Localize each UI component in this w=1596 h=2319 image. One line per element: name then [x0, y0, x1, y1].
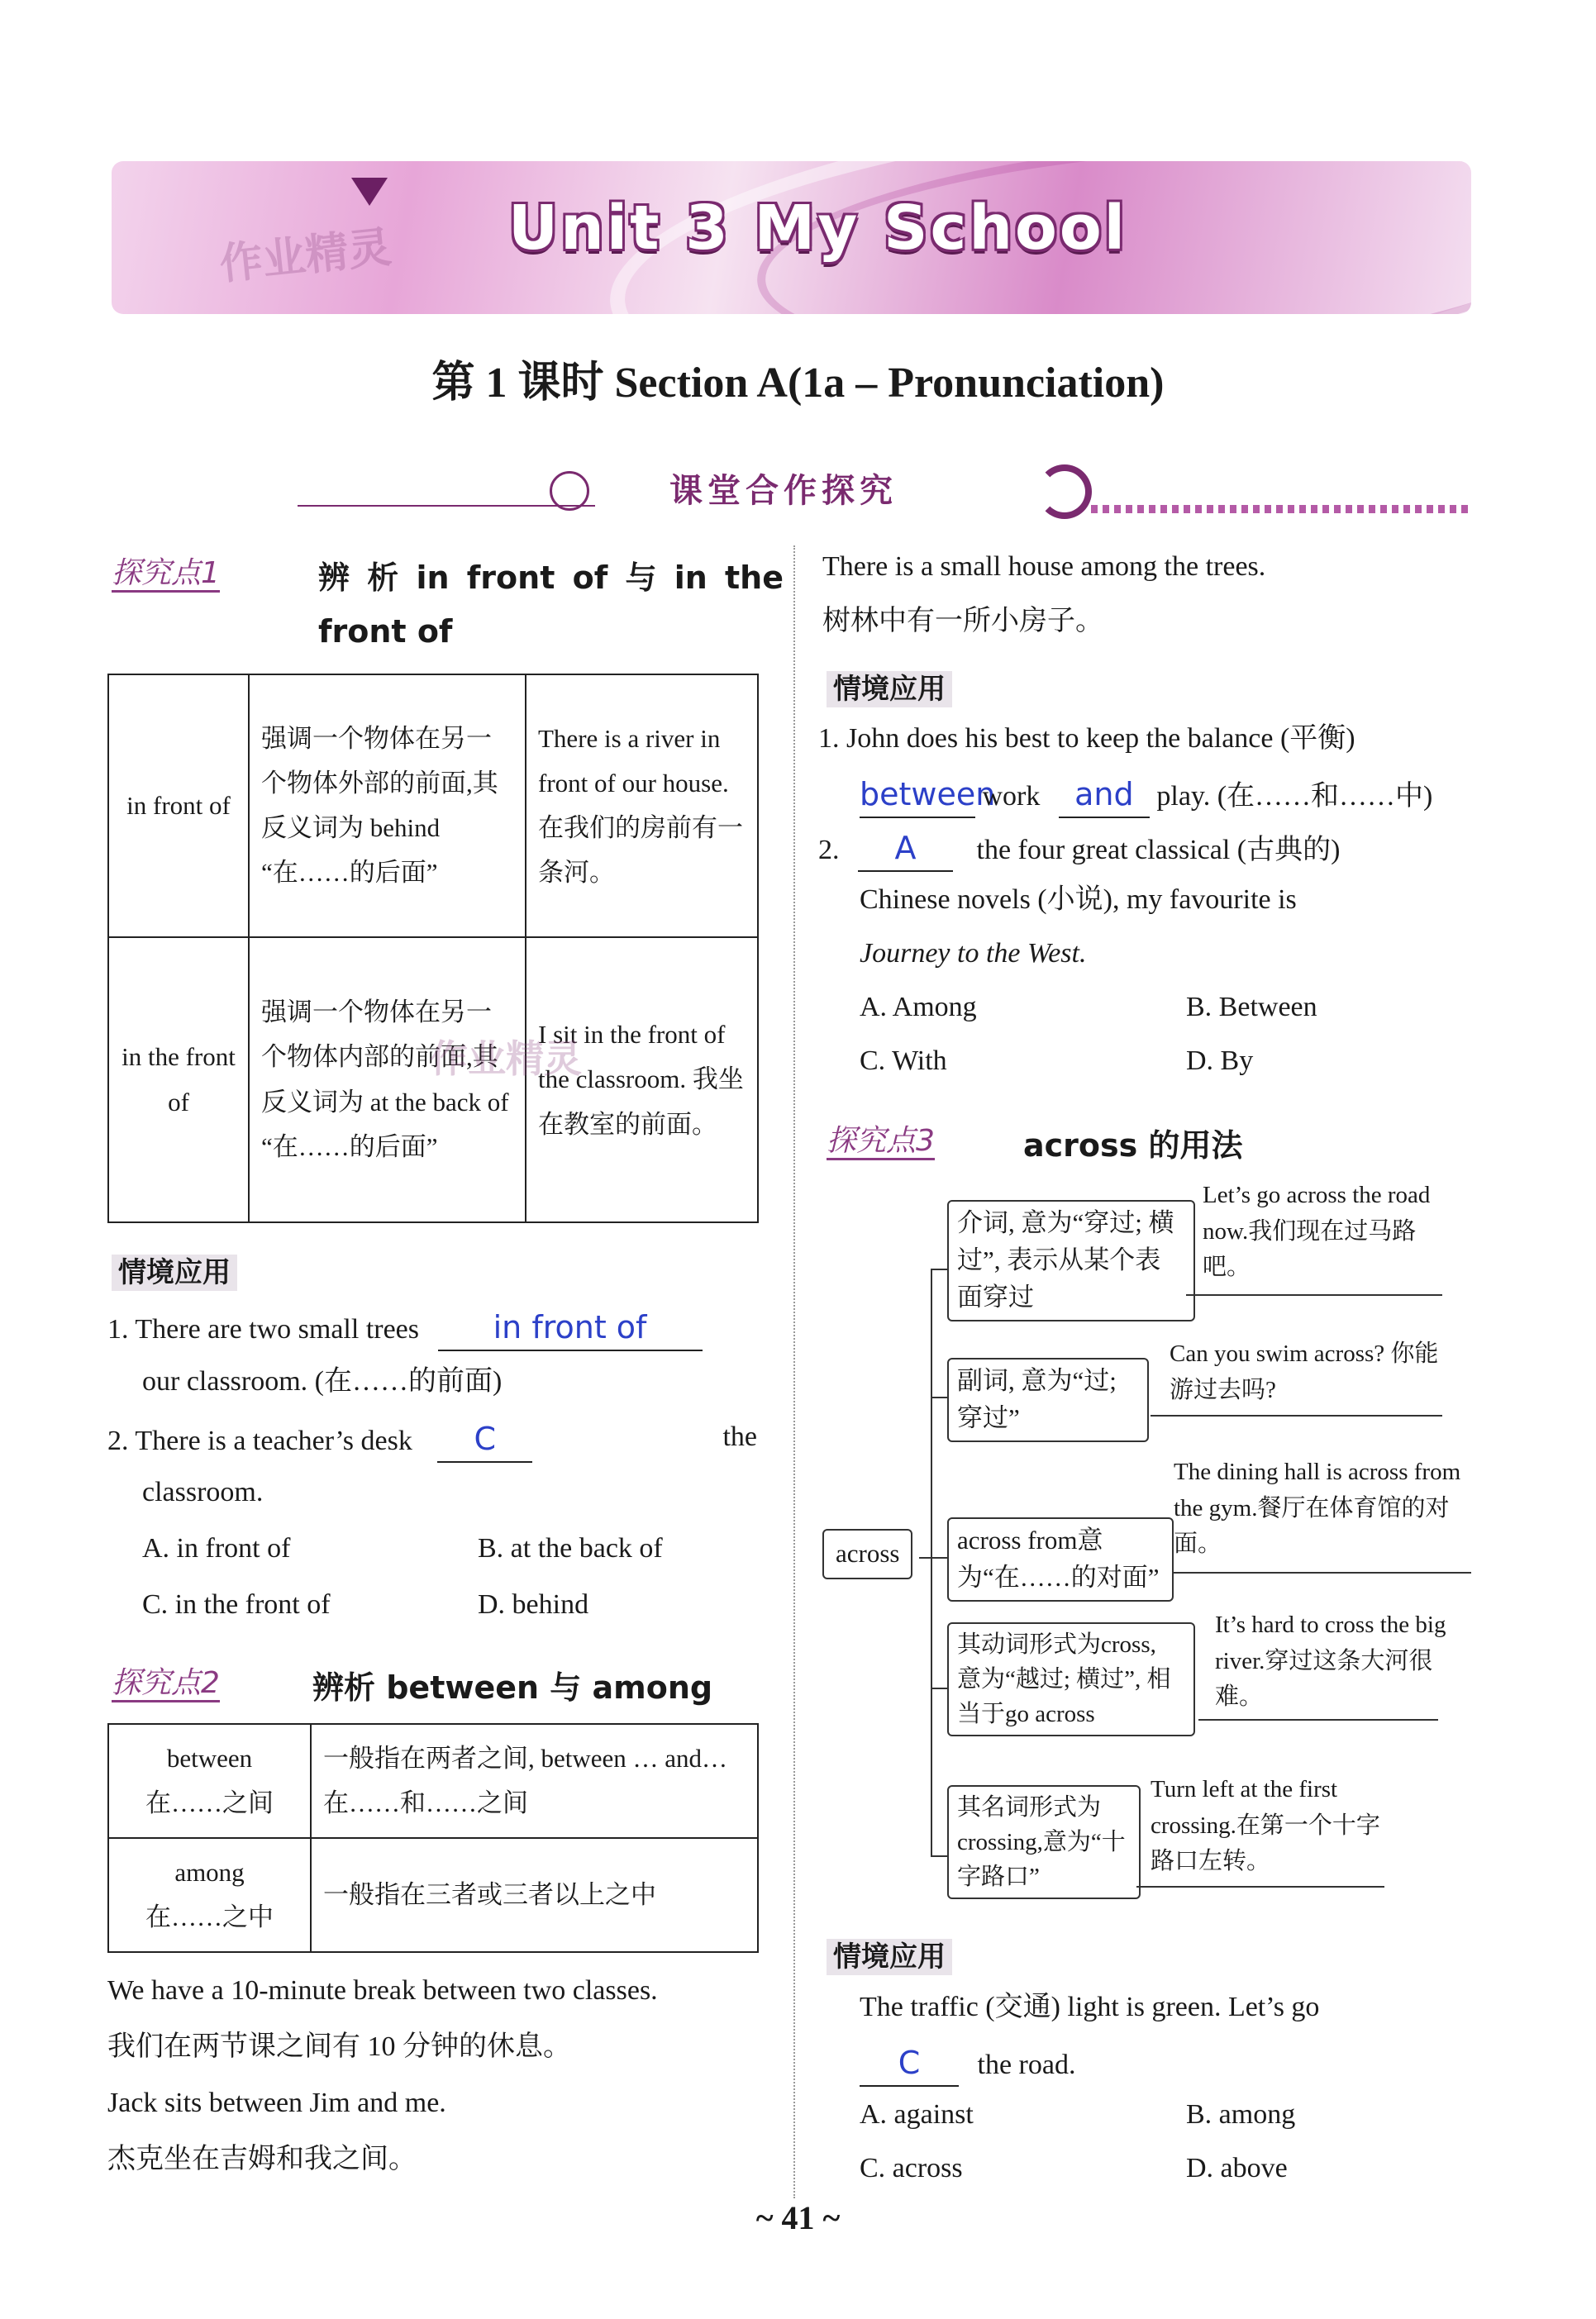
p3-opt-c[interactable]: C. across: [860, 2153, 963, 2183]
table-row: [108, 674, 758, 937]
p3-opt-d[interactable]: D. above: [1186, 2153, 1288, 2183]
branch-connector: [931, 1855, 947, 1857]
point2-app-label: 情境应用: [827, 671, 952, 707]
p2-example-1-cn: 我们在两节课之间有 10 分钟的休息。: [107, 2031, 571, 2062]
across-branch-example: Can you swim across? 你能游过去吗?: [1170, 1340, 1439, 1403]
p1-opt-b[interactable]: B. at the back of: [478, 1533, 663, 1564]
page-number: ~ 41 ~: [755, 2199, 841, 2236]
example-underline: [1151, 1415, 1442, 1417]
p1-q1-line: [107, 1306, 703, 1351]
point2-table: [107, 1723, 759, 1953]
p2-q1-text3: play. (在……和……中): [1156, 781, 1433, 812]
point3-tag-wrap: [827, 1117, 935, 1160]
tree-trunk: [931, 1269, 932, 1855]
branch-connector: [931, 1397, 947, 1398]
p2-q1-text2: work: [982, 781, 1041, 812]
across-branch-box: 副词, 意为“过; 穿过”: [947, 1358, 1149, 1442]
meaning-cell: 强调一个物体在另一个物体内部的前面,其反义词为 at the back of “在……的后面”: [249, 937, 526, 1222]
p2-q2-text2: Chinese novels (小说), my favourite is: [860, 884, 1297, 915]
p2-q2-num: 2.: [818, 835, 840, 865]
p2-example-2: Jack sits between Jim and me.: [107, 2088, 446, 2118]
p2-opt-d[interactable]: D. By: [1186, 1045, 1254, 1076]
p2-example-1: We have a 10-minute break between two classes.: [107, 1975, 658, 2006]
p2-q1-answer2: and: [1074, 776, 1134, 812]
p1-q2-answer: C: [474, 1421, 497, 1457]
branch-connector: [931, 1269, 947, 1270]
p3-q-line2: [860, 2041, 1075, 2087]
p2-q2-line: [818, 826, 1340, 872]
p1-q1-blank[interactable]: [438, 1306, 703, 1351]
swirl-icon: [1037, 464, 1092, 519]
table-row: [108, 1724, 758, 1838]
p3-opt-b[interactable]: B. among: [1186, 2099, 1296, 2130]
p2-q2-text: the four great classical (古典的): [976, 835, 1341, 865]
root-connector: [919, 1557, 931, 1559]
p2-q2-text3: Journey to the West.: [860, 938, 1087, 969]
example-underline: [1174, 1572, 1471, 1574]
p2-opt-c[interactable]: C. With: [860, 1045, 947, 1076]
across-branch-example: The dining hall is across from the gym.餐厅在体育馆的对面。: [1174, 1459, 1461, 1557]
column-divider: [793, 545, 795, 2198]
desc-cell: 一般指在三者或三者以上之中: [311, 1838, 758, 1952]
point3-tag: 探究点3: [827, 1124, 935, 1160]
across-root-box: across: [822, 1529, 912, 1579]
across-branch-box: across from意为“在……的对面”: [947, 1517, 1174, 1602]
term-cn: 在……之中: [145, 1902, 274, 1931]
point2-app-wrap: [827, 666, 952, 707]
p1-q1-text2: our classroom. (在……的前面): [142, 1366, 503, 1397]
term-cell: in front of: [108, 674, 249, 937]
point2-tag: 探究点2: [112, 1666, 220, 1702]
p2-opt-a[interactable]: A. Among: [860, 992, 977, 1022]
desc-cell: 一般指在两者之间, between … and…在……和……之间: [311, 1724, 758, 1838]
across-branch-box: 其名词形式为crossing,意为“十字路口”: [947, 1785, 1141, 1899]
across-branch-example: Let’s go across the road now.我们现在过马路吧。: [1203, 1182, 1431, 1280]
term-cn: 在……之间: [145, 1788, 274, 1817]
p1-opt-d[interactable]: D. behind: [478, 1589, 589, 1620]
section-dots-right: [1091, 505, 1471, 513]
across-branch-example: It’s hard to cross the big river.穿过这条大河很难。: [1215, 1612, 1446, 1710]
p1-q2-blank[interactable]: [437, 1417, 532, 1463]
term-cell: in the front of: [108, 937, 249, 1222]
p1-q1-text: 1. There are two small trees: [107, 1314, 420, 1345]
triangle-icon: [351, 178, 388, 206]
unit-title: Unit 3 My School: [508, 193, 1128, 264]
point3-app-label: 情境应用: [827, 1939, 952, 1975]
p3-q-text: The traffic (交通) light is green. Let’s go: [860, 1992, 1320, 2022]
p2-q1-answer1: between: [860, 776, 996, 812]
p2-q1-line2: [860, 773, 1432, 818]
branch-connector: [931, 1688, 947, 1689]
p3-q-text2: the road.: [977, 2050, 1076, 2080]
example-underline: [1198, 1719, 1438, 1721]
p1-opt-c[interactable]: C. in the front of: [142, 1589, 331, 1620]
point1-app-wrap: [112, 1250, 237, 1290]
term-cell: [108, 1724, 311, 1838]
across-branch-example: Turn left at the first crossing.在第一个十字路口左转。: [1151, 1776, 1380, 1874]
lesson-title: 第 1 课时 Section A(1a – Pronunciation): [431, 360, 1165, 407]
point3-app-wrap: [827, 1934, 952, 1974]
p1-opt-a[interactable]: A. in front of: [142, 1533, 291, 1564]
banner-watermark: 作业精灵: [217, 222, 394, 290]
unit-banner: [112, 161, 1471, 314]
point1-heading-2: front of: [318, 613, 453, 650]
p1-q2-line: [107, 1417, 760, 1463]
p2-example-3-cn: 树林中有一所小房子。: [822, 606, 1103, 636]
p1-q2-text3: classroom.: [142, 1477, 264, 1507]
point3-heading: across 的用法: [1023, 1127, 1243, 1164]
term-cell: [108, 1838, 311, 1952]
meaning-cell: 强调一个物体在另一个物体外部的前面,其反义词为 behind “在……的后面”: [249, 674, 526, 937]
table-row: [108, 1838, 758, 1952]
p2-q2-answer: A: [894, 830, 917, 866]
p1-q1-answer: in front of: [493, 1309, 647, 1345]
page-watermark: 作业精灵: [430, 1036, 582, 1081]
p2-q2-blank[interactable]: [858, 826, 953, 872]
p2-example-2-cn: 杰克坐在吉姆和我之间。: [107, 2144, 417, 2174]
p2-q1-text: 1. John does his best to keep the balance (平衡): [818, 723, 1355, 754]
target-icon: [550, 471, 589, 511]
across-branch-box: 其动词形式为cross, 意为“越过; 横过”, 相当于go across: [947, 1622, 1195, 1736]
section-line-left: [298, 505, 595, 507]
across-branch-box: 介词, 意为“穿过; 横过”, 表示从某个表面穿过: [947, 1200, 1195, 1321]
p3-q-blank[interactable]: [860, 2041, 959, 2087]
p2-q1-blank2[interactable]: [1059, 773, 1150, 818]
point1-tag: 探究点1: [112, 556, 220, 593]
term-en: between: [166, 1743, 253, 1773]
point1-heading: 辨 析 in front of 与 in the: [318, 560, 784, 596]
branch-connector: [931, 1557, 947, 1559]
p2-opt-b[interactable]: B. Between: [1186, 992, 1317, 1022]
point1-tag-wrap: [112, 550, 220, 592]
point2-heading: 辨析 between 与 among: [312, 1669, 713, 1706]
example-cell: I sit in the front of the classroom. 我坐在教室的前面。: [526, 937, 758, 1222]
example-cell: There is a river in front of our house. 在我们的房前有一条河。: [526, 674, 758, 937]
term-en: among: [174, 1857, 245, 1887]
point2-tag-wrap: [112, 1659, 220, 1702]
example-underline: [1186, 1294, 1442, 1296]
p1-q2-text2: the: [722, 1421, 757, 1452]
p3-opt-a[interactable]: A. against: [860, 2099, 974, 2130]
point1-app-label: 情境应用: [112, 1255, 237, 1291]
p2-q1-blank1[interactable]: [860, 773, 996, 818]
p1-q2-text: 2. There is a teacher’s desk: [107, 1426, 412, 1456]
p2-example-3: There is a small house among the trees.: [822, 551, 1266, 582]
section-title: 课堂合作探究: [669, 472, 898, 510]
example-underline: [1136, 1886, 1384, 1888]
p3-q-answer: C: [898, 2045, 921, 2081]
point1-table: [107, 674, 759, 1223]
